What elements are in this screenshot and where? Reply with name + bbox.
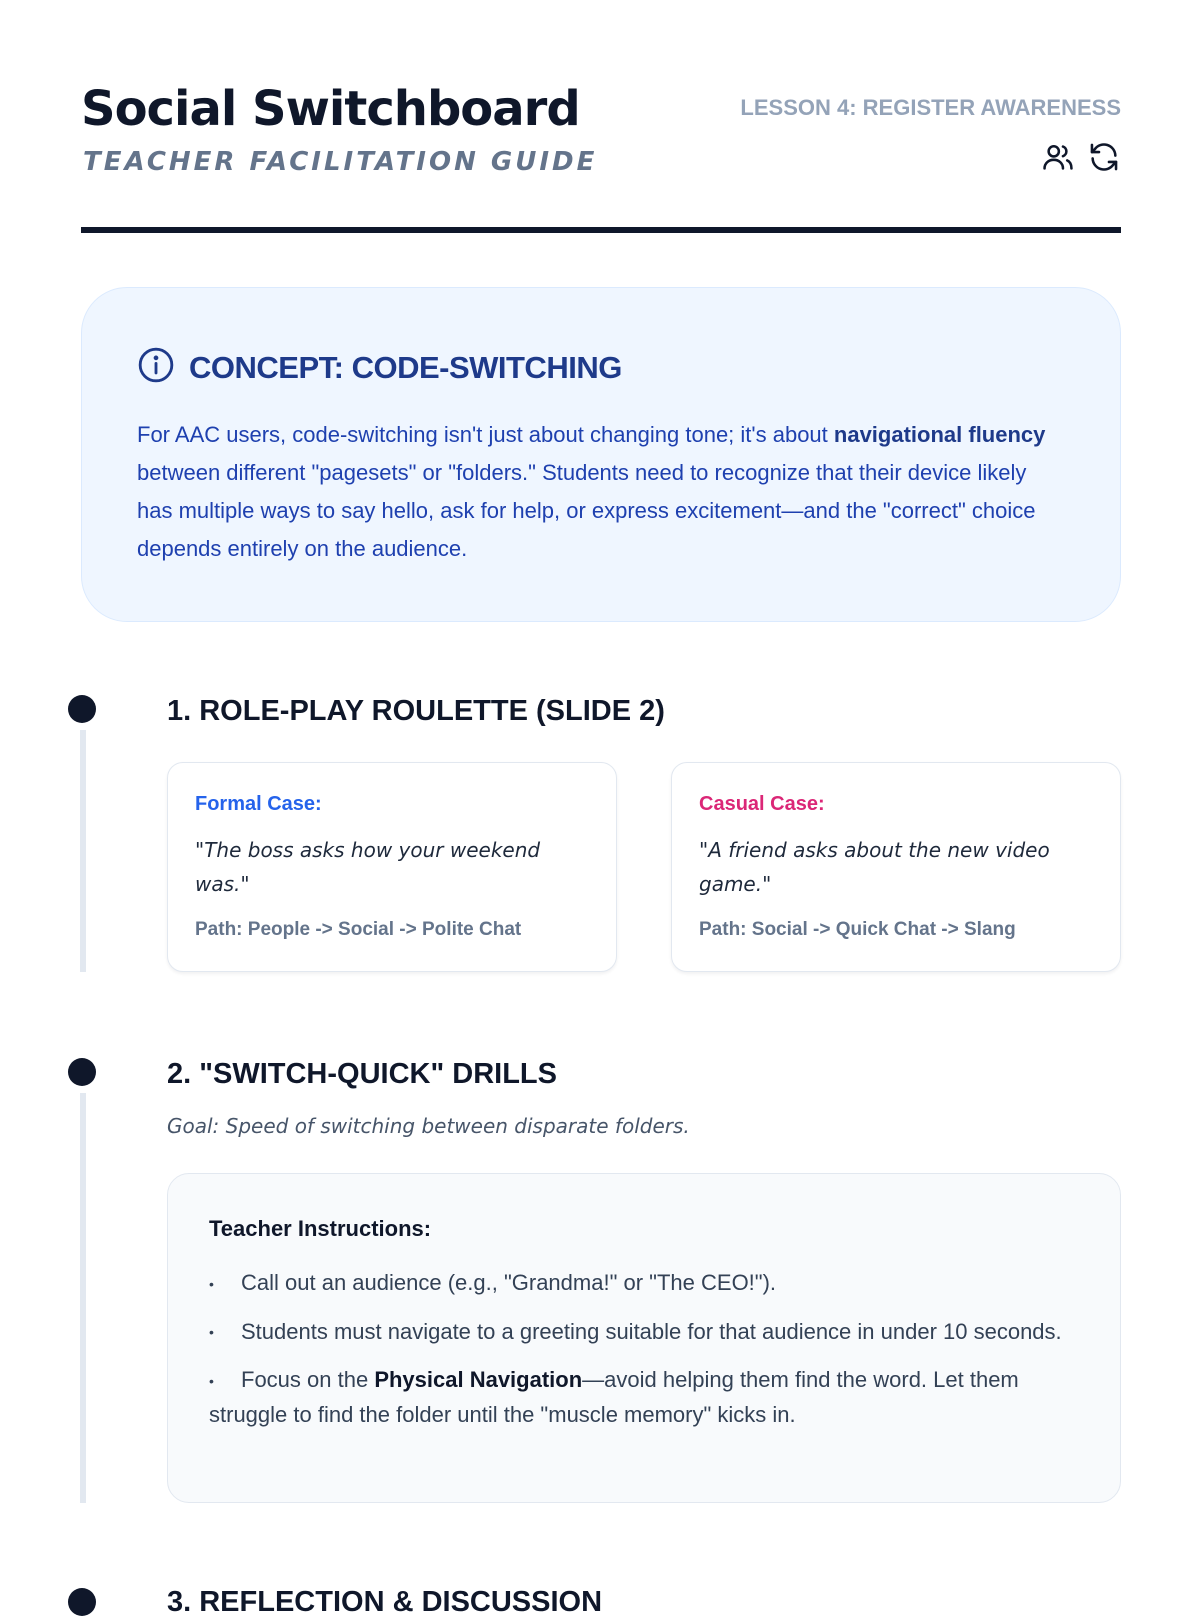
list-item-text: Students must navigate to a greeting suitable for that audience in under 10 seconds. [241,1318,1062,1344]
list-item-text-start: Focus on the [241,1367,375,1393]
bullet: • [209,1324,214,1341]
drills-goal: Goal: Speed of switching between disparate folders. [167,1114,690,1138]
section-reflection-title: 3. REFLECTION & DISCUSSION [167,1586,603,1618]
casual-case-path: Path: Social -> Quick Chat -> Slang [699,919,1016,940]
concept-heading [137,346,622,389]
bullet: • [209,1373,214,1390]
casual-case-label: Casual Case: [699,793,825,815]
page-header [81,78,1121,234]
concept-title: CONCEPT: CODE-SWITCHING [189,349,622,385]
list-item-text-end: —avoid helping them find the word. Let them struggle to find the folder until the "muscle memory" kicks in. [209,1367,1019,1428]
bullet: • [209,1275,214,1292]
concept-body-emphasis: navigational fluency [833,422,1046,447]
instructions-list [209,1266,1069,1445]
timeline-line [80,730,86,972]
users-icon[interactable] [1041,140,1075,174]
formal-case-card [167,762,617,972]
timeline-dot [68,1588,96,1616]
casual-case-card [671,762,1121,972]
list-item [209,1315,1069,1350]
list-item-emphasis: Physical Navigation [374,1367,583,1393]
timeline-dot [68,695,96,723]
instructions-title: Teacher Instructions: [209,1216,432,1241]
header-divider [81,227,1121,233]
refresh-icon[interactable] [1087,140,1121,174]
header-actions [1041,140,1121,174]
teacher-instructions-box [167,1173,1121,1503]
lesson-label: LESSON 4: REGISTER AWARENESS [740,95,1121,120]
concept-body-end: between different "pagesets" or "folders." Students need to recognize that their device likely has multiple ways to say hello, ask for help, or express excitement—and the "correct" choice depends entirely on the audience. [137,460,1036,561]
formal-case-quote: "The boss asks how your weekend was." [195,838,541,896]
section-drills-title: 2. "SWITCH-QUICK" DRILLS [167,1058,557,1090]
page-title: Social Switchboard [81,81,580,137]
formal-case-path: Path: People -> Social -> Polite Chat [195,919,522,940]
section-roleplay-title: 1. ROLE-PLAY ROULETTE (SLIDE 2) [167,695,665,727]
formal-case-label: Formal Case: [195,793,322,815]
timeline-dot [68,1058,96,1086]
concept-body-start: For AAC users, code-switching isn't just about changing tone; it's about [137,422,834,447]
concept-callout [81,287,1121,622]
timeline-line [80,1093,86,1503]
list-item [209,1363,1069,1431]
casual-case-quote: "A friend asks about the new video game." [699,838,1050,896]
list-item-text: Call out an audience (e.g., "Grandma!" or "The CEO!"). [241,1270,777,1295]
list-item [209,1266,1069,1301]
info-icon [137,346,175,389]
concept-body [137,416,1067,568]
page-subtitle: TEACHER FACILITATION GUIDE [83,147,598,177]
